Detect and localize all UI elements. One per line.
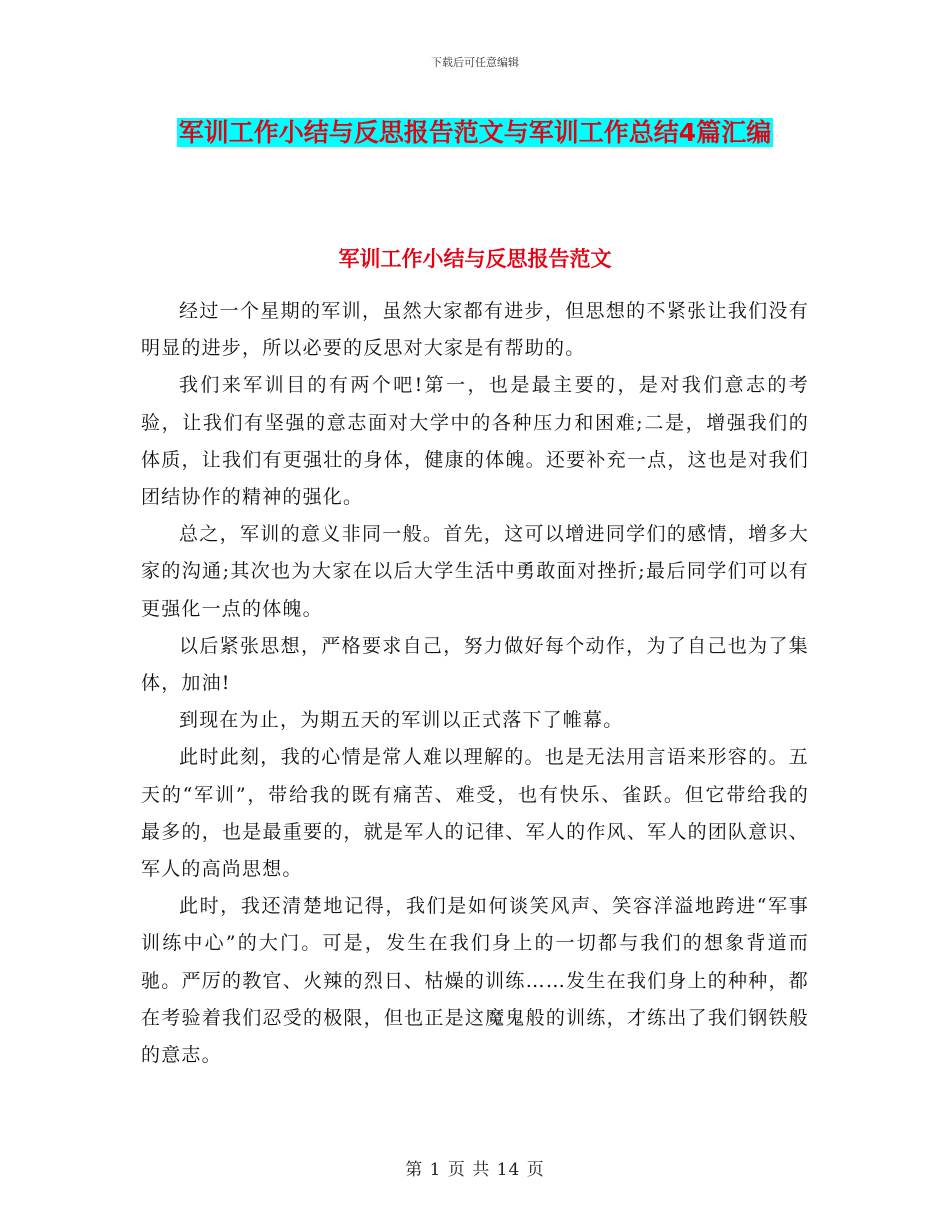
paragraph: 总之，军训的意义非同一般。首先，这可以增进同学们的感情，增多大家的沟通;其次也为大家在以后大学生活中勇敢面对挫折;最后同学们可以有更强化一点的体魄。	[141, 523, 809, 620]
header-note: 下载后可任意编辑	[431, 56, 519, 69]
body-text	[141, 293, 809, 1074]
page-footer: 第 1 页 共 14 页	[405, 1160, 545, 1180]
paragraph: 此时此刻，我的心情是常人难以理解的。也是无法用言语来形容的。五天的“军训”，带给我的既有痛苦、难受，也有快乐、雀跃。但它带给我的最多的，也是最重要的，就是军人的记律、军人的作风、军人的团队意识、军人的高尚思想。	[141, 746, 809, 881]
document-title	[140, 110, 810, 156]
paragraph: 以后紧张思想，严格要求自己，努力做好每个动作，为了自己也为了集体，加油!	[141, 634, 809, 695]
document-title-text: 军训工作小结与反思报告范文与军训工作总结4篇汇编	[178, 118, 772, 147]
paragraph: 此时，我还清楚地记得，我们是如何谈笑风声、笑容洋溢地跨进“军事训练中心”的大门。可是，发生在我们身上的一切都与我们的想象背道而驰。严厉的教官、火辣的烈日、枯燥的训练……发生在我们身上的种种，都在考验着我们忍受的极限，但也正是这魔鬼般的训练，才练出了我们钢铁般的意志。	[141, 895, 809, 1067]
paragraph: 经过一个星期的军训，虽然大家都有进步，但思想的不紧张让我们没有明显的进步，所以必要的反思对大家是有帮助的。	[141, 300, 809, 360]
paragraph: 到现在为止，为期五天的军训以正式落下了帷幕。	[179, 709, 624, 732]
paragraph: 我们来军训目的有两个吧!第一，也是最主要的，是对我们意志的考验，让我们有坚强的意志面对大学中的各种压力和困难;二是，增强我们的体质，让我们有更强壮的身体，健康的体魄。还要补充一点，这也是对我们团结协作的精神的强化。	[141, 374, 809, 509]
section-title: 军训工作小结与反思报告范文	[338, 247, 612, 271]
